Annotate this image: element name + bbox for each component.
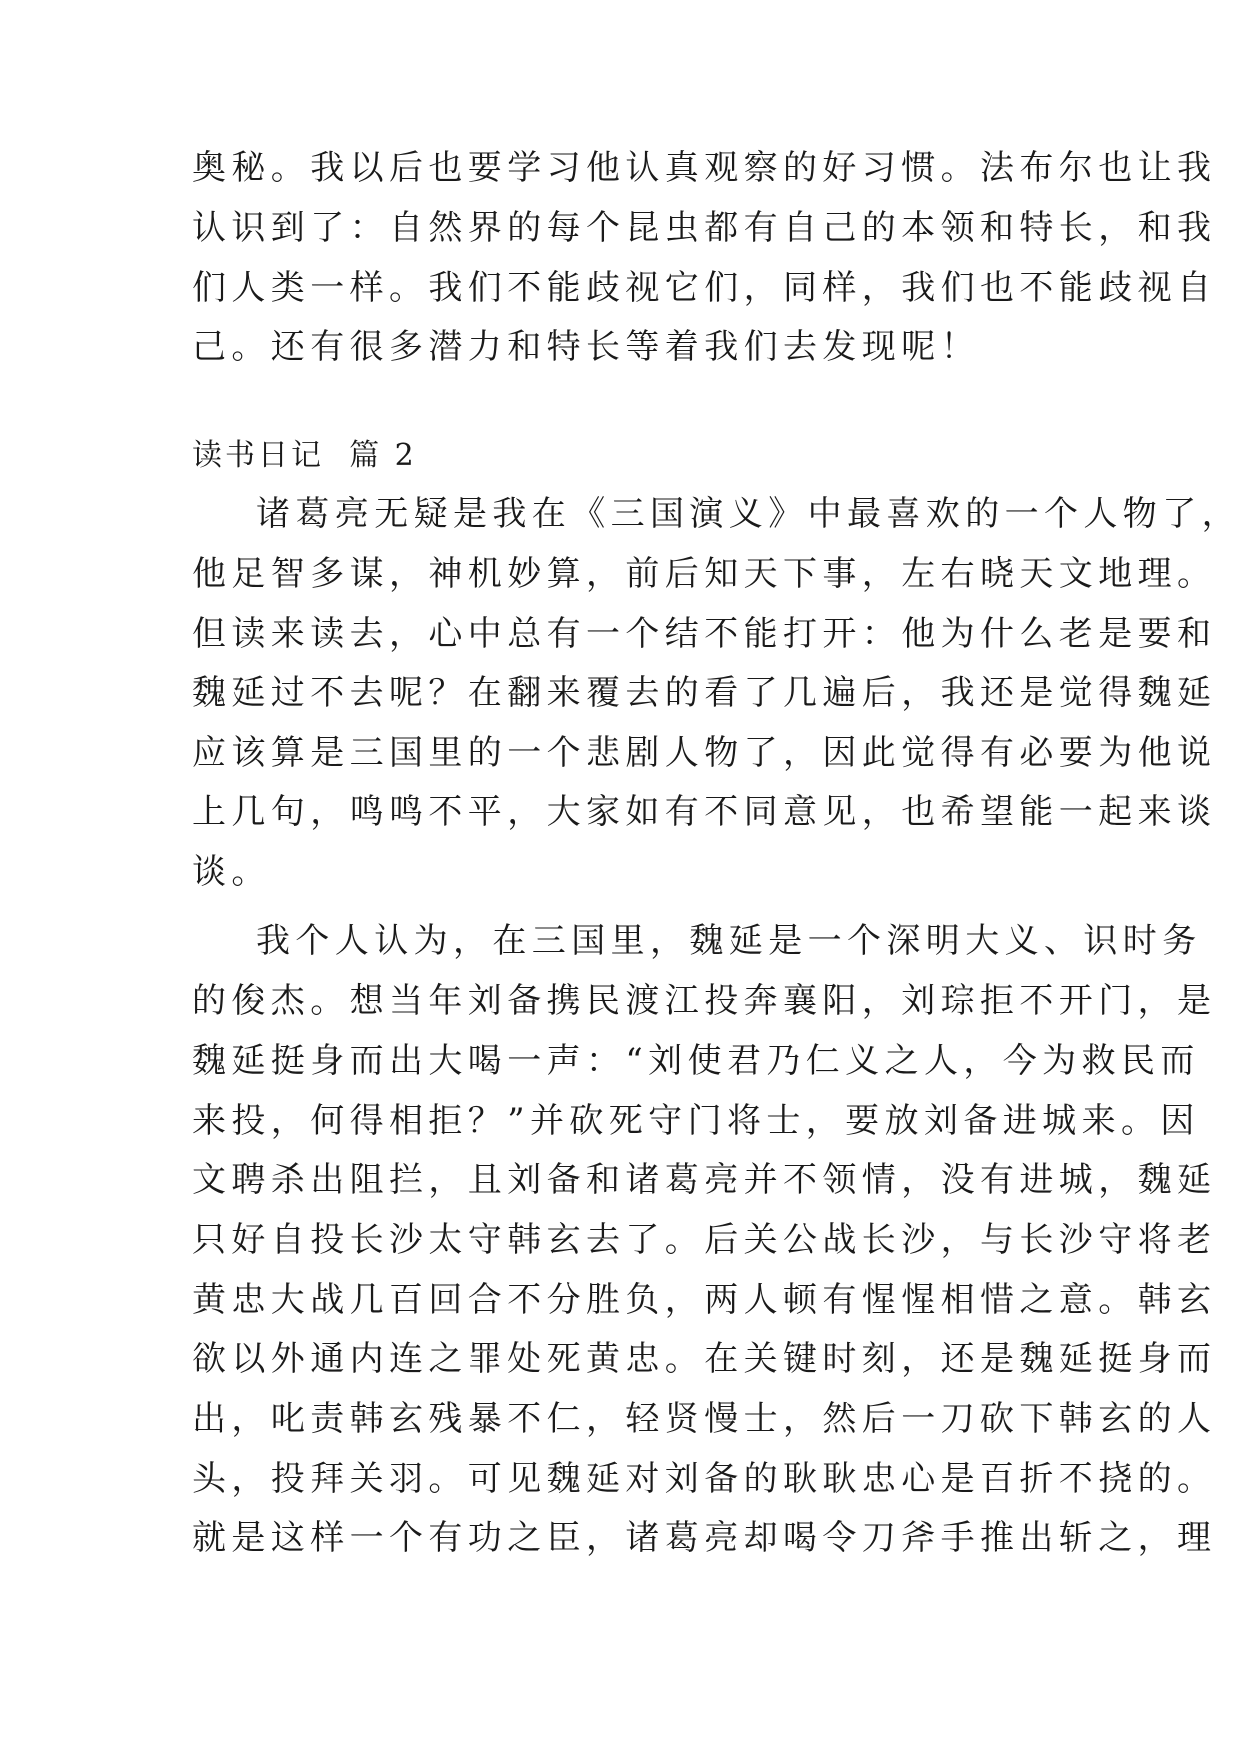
text-line: 己。还有很多潜力和特长等着我们去发现呢！ (192, 327, 980, 367)
text-line: 魏延挺身而出大喝一声：“刘使君乃仁义之人，今为救民而 (192, 1041, 1200, 1081)
text-line: 上几句，鸣鸣不平，大家如有不同意见，也希望能一起来谈 (192, 792, 1217, 832)
text-line: 谈。 (192, 852, 271, 892)
text-line: 头，投拜关羽。可见魏延对刘备的耿耿忠心是百折不挠的。 (192, 1459, 1217, 1499)
text-line: 应该算是三国里的一个悲剧人物了，因此觉得有必要为他说 (192, 733, 1217, 773)
text-line: 出，叱责韩玄残暴不仁，轻贤慢士，然后一刀砍下韩玄的人 (192, 1399, 1217, 1439)
text-line: 的俊杰。想当年刘备携民渡江投奔襄阳，刘琮拒不开门，是 (192, 981, 1217, 1021)
text-line: 诸葛亮无疑是我在《三国演义》中最喜欢的一个人物了， (256, 494, 1241, 534)
text-line: 欲以外通内连之罪处死黄忠。在关键时刻，还是魏延挺身而 (192, 1339, 1217, 1379)
text-line: 黄忠大战几百回合不分胜负，两人顿有惺惺相惜之意。韩玄 (192, 1280, 1217, 1320)
text-line: 奥秘。我以后也要学习他认真观察的好习惯。法布尔也让我 (192, 148, 1217, 188)
text-line: 来投，何得相拒？”并砍死守门将士，要放刘备进城来。因 (192, 1101, 1200, 1141)
text-line: 但读来读去，心中总有一个结不能打开：他为什么老是要和 (192, 614, 1217, 654)
text-line: 文聘杀出阻拦，且刘备和诸葛亮并不领情，没有进城，魏延 (192, 1160, 1217, 1200)
text-line: 就是这样一个有功之臣，诸葛亮却喝令刀斧手推出斩之，理 (192, 1518, 1217, 1558)
text-line: 魏延过不去呢？在翻来覆去的看了几遍后，我还是觉得魏延 (192, 673, 1217, 713)
section-heading: 读书日记 篇 2 (192, 438, 417, 473)
text-line: 我个人认为，在三国里，魏延是一个深明大义、识时务 (256, 921, 1202, 961)
text-line: 们人类一样。我们不能歧视它们，同样，我们也不能歧视自 (192, 268, 1217, 308)
text-line: 只好自投长沙太守韩玄去了。后关公战长沙，与长沙守将老 (192, 1220, 1217, 1260)
text-line: 他足智多谋，神机妙算，前后知天下事，左右晓天文地理。 (192, 554, 1217, 594)
text-line: 认识到了：自然界的每个昆虫都有自己的本领和特长，和我 (192, 208, 1217, 248)
